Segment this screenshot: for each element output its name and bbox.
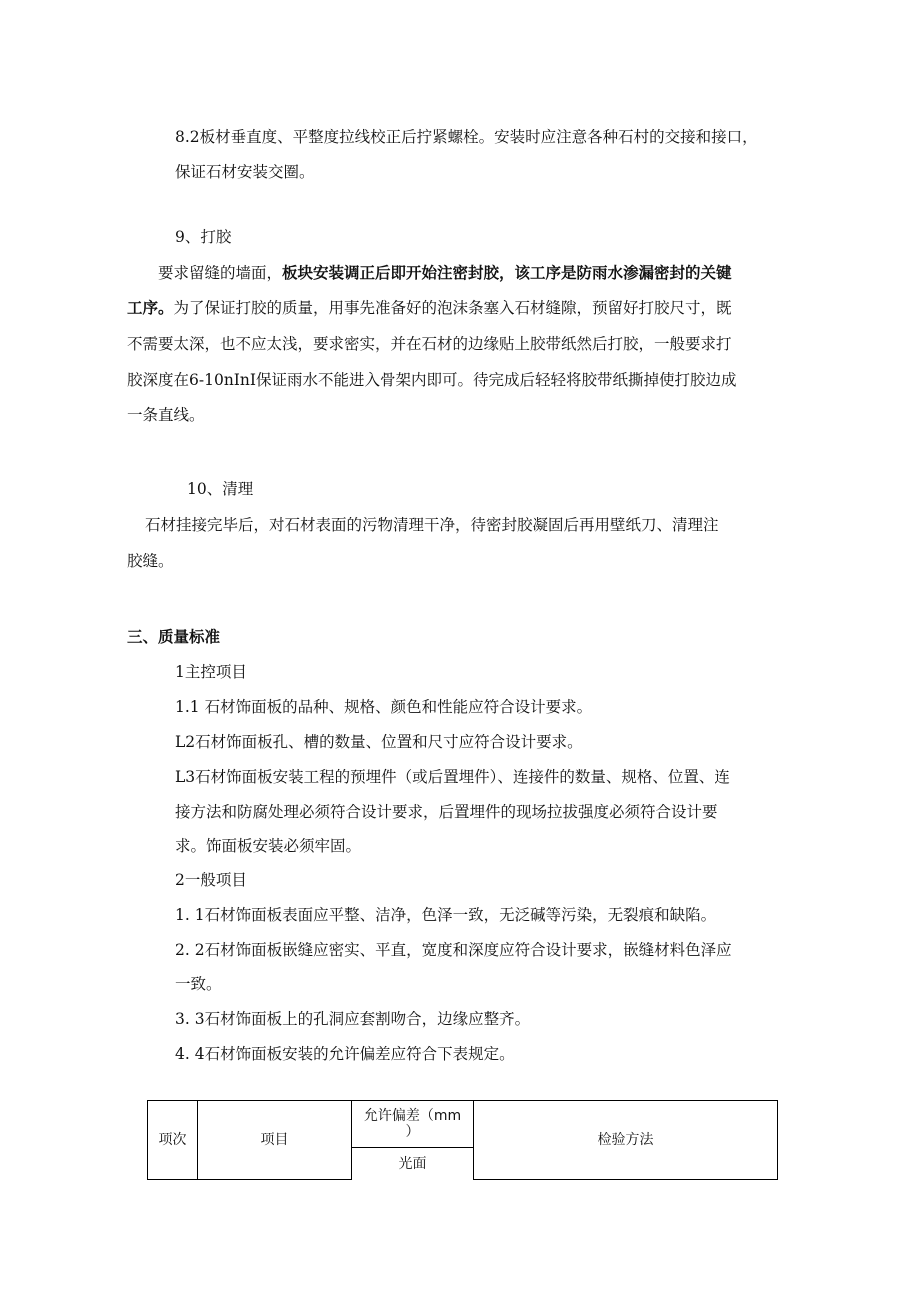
s3-item-1-3-line-3: 求。饰面板安装必须牢固。 xyxy=(175,837,362,855)
s8-line-1: 8.2板材垂直度、平整度拉线校正后拧紧螺栓。安装时应注意各种石村的交接和接口， xyxy=(175,128,758,146)
header-tolerance-line-1: 允许偏差（mm xyxy=(363,1108,462,1124)
s9-line-2 xyxy=(127,298,732,318)
header-tolerance-line-2: ） xyxy=(405,1124,420,1140)
s10-line-1: 石材挂接完毕后，对石材表面的污物清理干净，待密封胶凝固后再用壁纸刀、清理注 xyxy=(145,516,719,534)
s9-line-5: 一条直线。 xyxy=(127,406,205,424)
s9-line-1-bold: 板块安装调正后即开始注密封胶，该工序是防雨水渗漏密封的关键 xyxy=(282,263,732,282)
header-method: 检验方法 xyxy=(474,1101,778,1180)
s10-line-2: 胶缝。 xyxy=(127,552,174,570)
s3-item-1-2: L2石材饰面板孔、槽的数量、位置和尺寸应符合设计要求。 xyxy=(175,733,583,751)
s3-gen-2-line-2: 一致。 xyxy=(175,975,222,993)
header-tolerance xyxy=(352,1101,474,1148)
s10-heading: 10、清理 xyxy=(187,480,254,498)
s3-item-1-1: 1.1 石材饰面板的品种、规格、颜色和性能应符合设计要求。 xyxy=(175,698,593,716)
s9-line-2-normal: 为了保证打胶的质量，用事先准备好的泡沫条塞入石材缝隙，预留好打胶尺寸，既 xyxy=(173,299,732,317)
s3-item-1-3-line-2: 接方法和防腐处理必须符合设计要求，后置埋件的现场拉拔强度必须符合设计要 xyxy=(175,803,718,821)
header-index: 项次 xyxy=(148,1101,198,1180)
s3-gen-3: 3. 3石材饰面板上的孔洞应套割吻合，边缘应整齐。 xyxy=(175,1010,531,1028)
s3-main-heading: 1主控项目 xyxy=(175,663,247,681)
s3-general-heading: 2一般项目 xyxy=(175,871,247,889)
s9-line-1 xyxy=(158,263,732,283)
s3-gen-4: 4. 4石材饰面板安装的允许偏差应符合下表规定。 xyxy=(175,1045,515,1063)
s3-gen-2-line-1: 2. 2石材饰面板嵌缝应密实、平直，宽度和深度应符合设计要求，嵌缝材料色泽应 xyxy=(175,941,732,959)
table-header-row xyxy=(148,1101,778,1148)
subheader-glossy: 光面 xyxy=(352,1148,474,1180)
s9-line-2-bold: 工序。 xyxy=(127,298,174,317)
tolerance-table xyxy=(147,1100,778,1180)
s9-heading: 9、打胶 xyxy=(175,228,232,246)
header-item: 项目 xyxy=(198,1101,352,1180)
s9-line-4: 胶深度在6-10nInI保证雨水不能进入骨架内即可。待完成后轻轻将胶带纸撕掉使打胶边成 xyxy=(127,371,737,389)
s3-item-1-3-line-1: L3石材饰面板安装工程的预埋件（或后置埋件）、连接件的数量、规格、位置、连 xyxy=(175,768,730,786)
s3-gen-1: 1. 1石材饰面板表面应平整、洁净，色泽一致，无泛碱等污染，无裂痕和缺陷。 xyxy=(175,906,717,924)
s9-line-1-normal: 要求留缝的墙面， xyxy=(158,264,283,282)
s8-line-2: 保证石材安装交圈。 xyxy=(175,163,315,181)
s3-heading: 三、质量标准 xyxy=(127,627,221,646)
s9-line-3: 不需要太深，也不应太浅，要求密实，并在石材的边缘贴上胶带纸然后打胶，一般要求打 xyxy=(127,335,732,353)
